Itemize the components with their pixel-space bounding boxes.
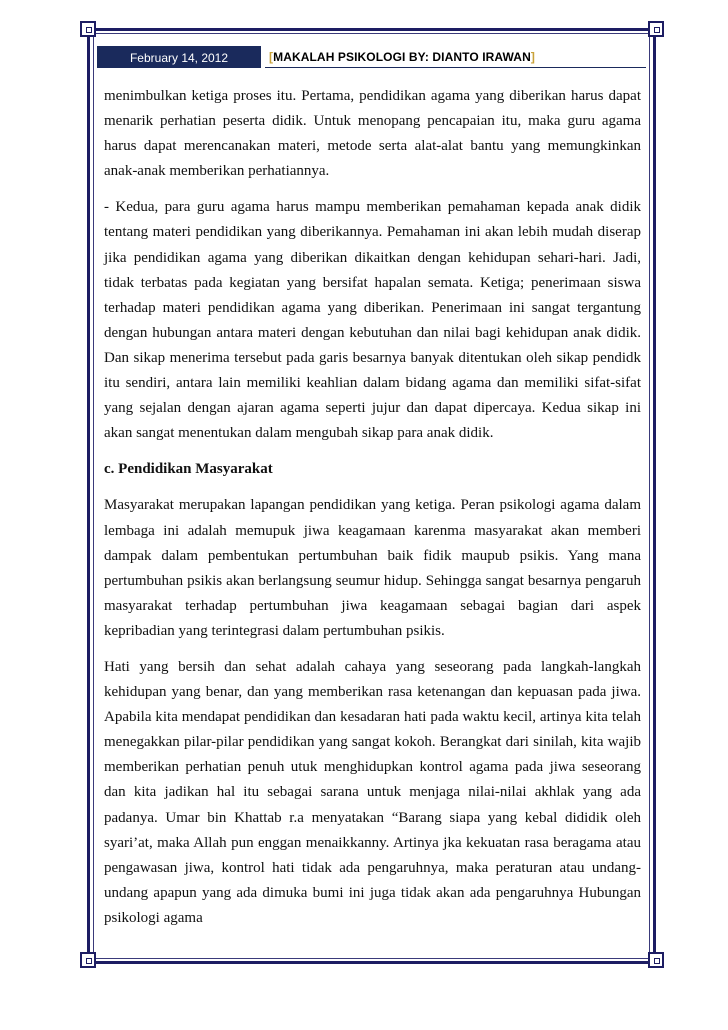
header-date: February 14, 2012 bbox=[97, 46, 261, 68]
corner-ornament-bottom-left bbox=[80, 952, 96, 968]
paragraph-2: - Kedua, para guru agama harus mampu memberikan pemahaman kepada anak didik tentang materi pendidikan yang diberikannya. Pemahaman ini akan lebih mudah diserap jika pendidikan agama yang diberikan dikaitkan dengan kehidupan sehari-hari. Jadi, tidak terbatas pada kegiatan yang bersifat hapalan semata. Ketiga; penerimaan siswa terhadap materi pendidikan agama yang diberikan. Penerimaan ini sangat tergantung dengan hubungan antara materi dengan kebutuhan dan nilai bagi kehidupan anak didik. Dan sikap menerima tersebut pada garis besarnya banyak ditentukan oleh sikap pendidk itu sendiri, antara lain memiliki keahlian dalam bidang agama dan memiliki sifat-sifat yang sejalan dengan ajaran agama seperti jujur dan dapat dipercaya. Kedua sikap ini akan sangat menentukan dalam mengubah sikap para anak didik. bbox=[104, 199, 641, 442]
header-bracket-open: [ bbox=[269, 50, 274, 64]
corner-ornament-top-left bbox=[80, 21, 96, 37]
paragraph-1: menimbulkan ketiga proses itu. Pertama, pendidikan agama yang diberikan harus dapat menarik perhatian peserta didik. Untuk menopang pencapaian itu, maka guru agama harus dapat merencanakan materi, metode serta alat-alat bantu yang memungkinkan anak-anak memberikan perhatiannya. bbox=[104, 88, 641, 180]
document-body bbox=[104, 84, 641, 942]
header-bracket-close: ] bbox=[530, 50, 535, 64]
header-title-wrap bbox=[269, 46, 535, 68]
page-header bbox=[97, 46, 646, 68]
corner-ornament-bottom-right bbox=[648, 952, 664, 968]
paragraph-3: Masyarakat merupakan lapangan pendidikan yang ketiga. Peran psikologi agama dalam lembaga ini adalah memupuk jiwa keagamaan karenma masyarakat akan memberi dampak dalam pembentukan pertumbuhan baik fidik maupub psikis. Yang mana pertumbuhan psikis akan berlangsung seumur hidup. Sehingga sangat besarnya pengaruh masyarakat terhadap pertumbuhan jiwa keagamaan sebagai bagian dari aspek kepribadian yang terintegrasi dalam pertumbuhan psikis. bbox=[104, 497, 641, 639]
paragraph-4: Hati yang bersih dan sehat adalah cahaya yang seseorang pada langkah-langkah kehidupan yang benar, dan yang memberikan rasa ketenangan dan kepuasan pada jiwa. Apabila kita mendapat pendidikan dan kesadaran hati pada waktu kecil, artinya kita telah menegakkan pilar-pilar pendidikan yang sangat kokoh. Berangkat dari sinilah, kita wajib memberikan perhatian penuh utuk menghidupkan kontrol agama pada jiwa seseorang dan kita jadikan hal itu sebagai sarana untuk menjaga nilai-nilai akhlak yang ada padanya. Umar bin Khattab r.a menyatakan “Barang siapa yang kebal dididik oleh syari’at, maka Allah pun enggan menaikkanny. Artinya jka kekuatan rasa beragama atau pengawasan jiwa, kontrol hati tidak ada pengaruhnya, maka peraturan atau undang-undang apapun yang ada dimuka bumi ini juga tidak akan ada pengaruhnya Hubungan psikologi agama bbox=[104, 658, 641, 926]
section-heading: c. Pendidikan Masyarakat bbox=[104, 461, 273, 478]
corner-ornament-top-right bbox=[648, 21, 664, 37]
header-rule bbox=[265, 67, 646, 68]
header-title: MAKALAH PSIKOLOGI BY: DIANTO IRAWAN bbox=[273, 50, 531, 64]
